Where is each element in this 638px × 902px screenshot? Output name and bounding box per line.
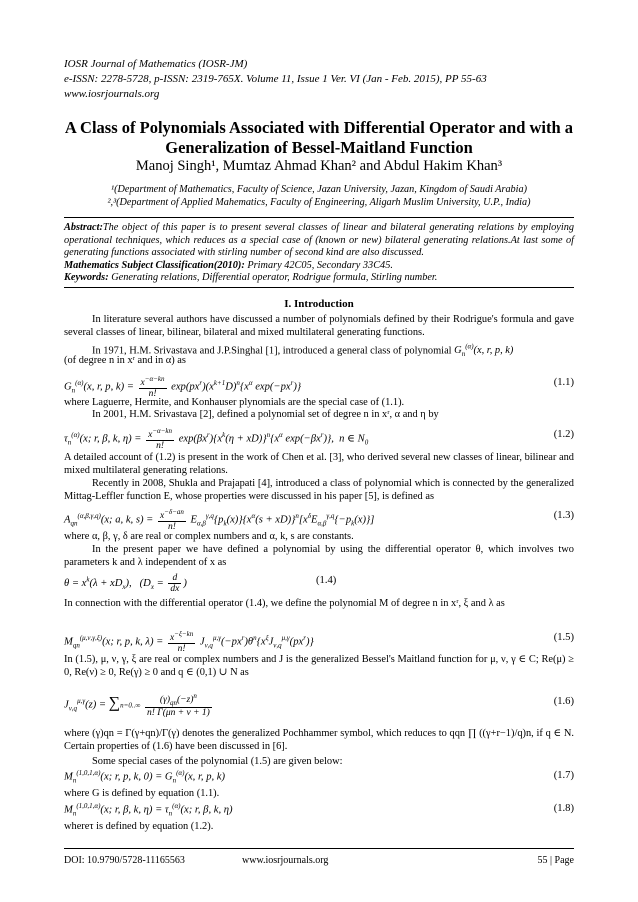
paragraph-8: In the present paper we have defined a polynomial by using the differential operator θ, which involves two parameters k and λ independent of x as <box>64 544 574 568</box>
paper-title: A Class of Polynomials Associated with Differential Operator and with a Generalization of Bessel-Maitland Function <box>64 118 574 157</box>
affiliation-1: ¹(Department of Mathematics, Faculty of Science, Jazan University, Jazan, Kingdom of Saudi Arabia) <box>111 184 527 195</box>
paragraph-10: In (1.5), μ, ν, γ, ξ are real or complex numbers and J is the generalized Bessel's Maitland function for μ, ν, γ ∈ C; Re(μ) ≥ 0, Re(ν) ≥ 0, Re(γ) ≥ 0 and q ∈ (0,1) ∪ N as <box>64 654 574 678</box>
eq-number-1-7: (1.7) <box>553 770 574 781</box>
paragraph-2b: (of degree n in xʳ and in α) as <box>64 355 186 366</box>
footer-site[interactable]: www.iosrjournals.org <box>242 855 329 866</box>
paragraph-9: In connection with the differential operator (1.4), we define the polynomial M of degree n in xʳ, ξ and λ as <box>64 598 505 609</box>
equation-1-4: $\theta = x^k(\lambda + xD_x)$, ($D_x$ = $\frac{d}{dx}$ ) (1.4) <box>64 573 337 594</box>
abstract-bottom-rule <box>64 287 574 288</box>
eq-number-1-5: (1.5) <box>553 632 574 643</box>
journal-name: IOSR Journal of Mathematics (IOSR-JM) <box>64 58 248 70</box>
paragraph-2: In 1971, H.M. Srivastava and J.P.Singhal [1], introduced a general class of polynomial $G_n^{(\alpha)}(x$, r, p, k) <box>92 343 514 359</box>
equation-1-6: $J_{\nu,q}^{\mu,\gamma}(z) = \sum n=0..\infty$ $\frac{(\gamma)_{qn}(-z)^n}{n! \Gamma(\mu n + \nu + 1)}$ (1.6) <box>64 692 574 719</box>
paragraph-6: Recently in 2008, Shukla and Prajapati [4], introduced a class of polynomial which is connected by the generalized Mittag-Leffler function E, whose properties were discussed in his paper [5], is defined as <box>64 478 574 502</box>
paragraph-4: In 2001, H.M. Srivastava [2], defined a polynomial set of degree n in xʳ, α and η by <box>92 409 439 420</box>
paragraph-5: A detailed account of (1.2) is present in the work of Chen et al. [3], who derived several new classes of linear, bilinear and mixed multilateral generating relations. <box>64 452 574 476</box>
msc-text: Primary 42C05, Secondary 33C45. <box>244 259 393 271</box>
eq-number-1-2: (1.2) <box>553 429 574 440</box>
equation-1-8: $M_n^{(1,0,1,\alpha)}(x$; r, β, k, $\eta) = \tau_n^{(\alpha)}(x$; r, β, k, η) (1.8) <box>64 802 574 818</box>
abstract-label: Abstract: <box>64 222 103 233</box>
paragraph-13: where G is defined by equation (1.1). <box>64 788 220 799</box>
abstract-text: The object of this paper is to present several classes of linear and bilateral generating relations by employing operational techniques, which reduces as a special case of (known or new) bilateral generating relations.At last some of generating functions associated with stirling number of second kind are also discussed. <box>64 222 574 259</box>
eq-number-1-1: (1.1) <box>553 377 574 388</box>
equation-1-3: $A_{qn}^{(\alpha,\beta,\gamma,q)}(x$; a, k, s) = $\frac{x^{-\delta-an}}{n!}$ $E_{\alpha,\beta}^{\gamma,q}\{p_k(x)\}\{x^\alpha(s + xD)\}^n[x^\delta E_{\alpha,\beta}^{\gamma,q}\{-p_k(x)\}]$ (1.3) <box>64 508 574 533</box>
paragraph-14: whereτ is defined by equation (1.2). <box>64 821 214 832</box>
abstract <box>64 222 574 285</box>
footer-doi: DOI: 10.9790/5728-11165563 <box>64 855 185 866</box>
paragraph-12: Some special cases of the polynomial (1.5) are given below: <box>92 756 343 767</box>
paragraph-3: where Laguerre, Hermite, and Konhauser plynomials are the special case of (1.1). <box>64 397 405 408</box>
eq-number-1-4: (1.4) <box>316 575 337 586</box>
abstract-top-rule <box>64 217 574 218</box>
equation-1-1: $G_n^{(\alpha)}(x$, r, p, k) = $\frac{x^{-\alpha-kn}}{n!}$ $\exp(px^r)(x^{k+1}D)^n\{x^\alpha$ $\exp(-px^r)$} (1.1) <box>64 375 574 400</box>
eq-number-1-8: (1.8) <box>553 803 574 814</box>
msc-label: Mathematics Subject Classification(2010): <box>64 259 245 271</box>
paragraph-11: where (γ)qn = Γ(γ+qn)/Γ(γ) denotes the generalized Pochhammer symbol, which reduces to qqn ∏ ((γ+r−1)/q)n, if q ∈ N. Certain properties of (1.6) have been discussed in [6]. <box>64 728 574 752</box>
keywords-text: Generating relations, Differential operator, Rodrigue formula, Stirling number. <box>108 272 438 284</box>
equation-1-2: $\tau_n^{(\alpha)}(x$; r, β, k, η) = $\frac{x^{-\alpha-kn}}{n!}$ $\exp(\beta x^r)\{x^k(\eta + xD)\}^n\{x^\alpha$ $\exp(-\beta x^r)$}, n ∈ $N_0$ (1.2) <box>64 427 574 452</box>
footer-rule <box>64 848 574 849</box>
paragraph-1: In literature several authors have discussed a number of polynomials defined by their Rodrigue's formula and gave several classes of linear, bilinear, bilateral and mixed multilateral generating functions. <box>64 314 574 338</box>
footer-page: 55 | Page <box>537 855 574 866</box>
equation-1-7: $M_n^{(1,0,1,\alpha)}(x$; r, p, k, $0) = G_n^{(\alpha)}(x$, r, p, k) (1.7) <box>64 769 574 785</box>
equation-1-5: $M_{qn}^{(\mu,\nu,\gamma,\xi)}(x$; r, p, k, λ) = $\frac{x^{-\xi-kn}}{n!}$ $J_{\nu,q}^{\mu,\gamma}(-px^r)\theta^n\{x^\xi J_{\nu,q}^{\mu,\gamma}(px^r)\}$ (1.5) <box>64 630 574 655</box>
section-heading: I. Introduction <box>284 298 354 310</box>
affiliation-2: ²,³(Department of Applied Mahematics, Faculty of Engineering, Aligarh Muslim University, U.P., India) <box>107 197 531 208</box>
journal-url: www.iosrjournals.org <box>64 88 160 100</box>
authors: Manoj Singh¹, Mumtaz Ahmad Khan² and Abdul Hakim Khan³ <box>135 158 503 174</box>
eq-number-1-6: (1.6) <box>553 696 574 707</box>
keywords-label: Keywords: <box>64 272 109 284</box>
paragraph-7: where α, β, γ, δ are real or complex numbers and α, k, s are constants. <box>64 531 354 542</box>
journal-issn: e-ISSN: 2278-5728, p-ISSN: 2319-765X. Volume 11, Issue 1 Ver. VI (Jan - Feb. 2015), PP 55-63 <box>64 73 487 85</box>
eq-number-1-3: (1.3) <box>553 510 574 521</box>
